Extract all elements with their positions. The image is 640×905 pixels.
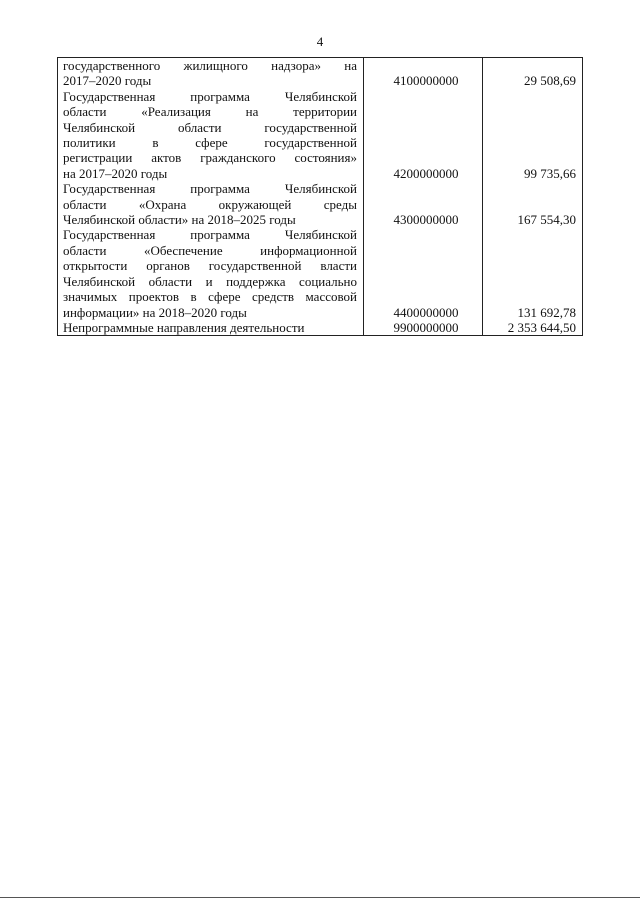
program-name-line: значимых проектов в сфере средств массовой	[63, 289, 357, 305]
program-name-line: 2017–2020 годы	[63, 73, 152, 89]
table-row	[58, 89, 583, 181]
program-name-cell	[58, 320, 364, 336]
program-name-line: на 2017–2020 годы	[63, 165, 168, 181]
program-name-cell	[58, 89, 364, 181]
program-name-line: государственного жилищного надзора» на	[63, 58, 357, 73]
amount-cell: 2 353 644,50	[483, 320, 583, 336]
program-name-line: Государственная программа Челябинской	[63, 181, 357, 197]
program-code-cell: 4400000000	[364, 227, 483, 319]
table-row	[58, 58, 583, 89]
program-code-cell: 4300000000	[364, 181, 483, 227]
program-name-line: области «Реализация на территории	[63, 104, 357, 120]
bottom-rule	[0, 897, 640, 898]
program-name-line: открытости органов государственной власти	[63, 258, 357, 274]
program-name-line: Челябинской области и поддержка социально	[63, 273, 357, 289]
program-name-cell	[58, 227, 364, 319]
budget-table	[57, 57, 583, 336]
table-row	[58, 227, 583, 319]
program-name-cell	[58, 181, 364, 227]
amount-cell: 29 508,69	[483, 58, 583, 89]
program-name-line: Государственная программа Челябинской	[63, 227, 357, 243]
program-name-line: области «Обеспечение информационной	[63, 242, 357, 258]
program-code-cell: 4200000000	[364, 89, 483, 181]
table-body	[58, 58, 583, 336]
table-row	[58, 181, 583, 227]
program-name-line: Челябинской области» на 2018–2025 годы	[63, 212, 296, 228]
table-row	[58, 320, 583, 336]
program-name-line: Непрограммные направления деятельности	[63, 319, 305, 335]
program-code-cell: 4100000000	[364, 58, 483, 89]
program-name-cell	[58, 58, 364, 89]
program-code-cell: 9900000000	[364, 320, 483, 336]
program-name-line: регистрации актов гражданского состояния»	[63, 150, 357, 166]
program-name-line: политики в сфере государственной	[63, 135, 357, 151]
program-name-line: области «Охрана окружающей среды	[63, 196, 357, 212]
program-name-line: Челябинской области государственной	[63, 119, 357, 135]
program-name-line: Государственная программа Челябинской	[63, 88, 357, 104]
amount-cell: 99 735,66	[483, 89, 583, 181]
amount-cell: 167 554,30	[483, 181, 583, 227]
program-name-line: информации» на 2018–2020 годы	[63, 304, 247, 320]
amount-cell: 131 692,78	[483, 227, 583, 319]
page-number: 4	[316, 34, 324, 49]
